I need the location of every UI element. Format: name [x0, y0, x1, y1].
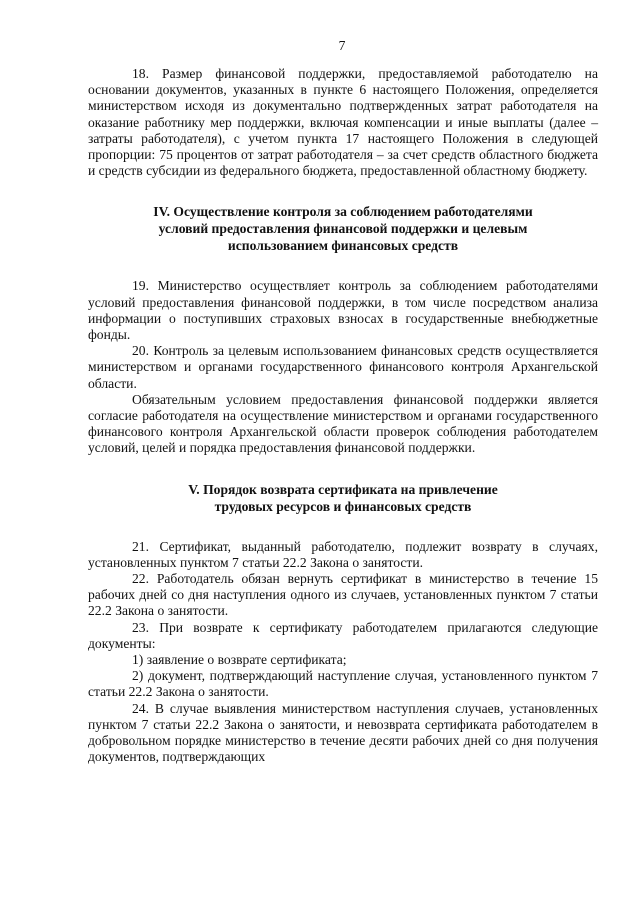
paragraph-21: 21. Сертификат, выданный работодателю, подлежит возврату в случаях, установленных пунктом 7 статьи 22.2 Закона о занятости. [88, 538, 598, 570]
document-page [88, 38, 598, 766]
paragraph-19: 19. Министерство осуществляет контроль за соблюдением работодателями условий предоставления финансовой поддержки, в том числе посредством анализа информации о поступивших страховых взносах в государственные внебюджетные фонды. [88, 278, 598, 343]
list-item-2: 2) документ, подтверждающий наступление случая, установленного пунктом 7 статьи 22.2 Закона о занятости. [88, 668, 598, 700]
page-number: 7 [338, 38, 346, 53]
paragraph-obligation: Обязательным условием предоставления финансовой поддержки является согласие работодателя на осуществление министерством и органами государственного финансового контроля Архангельской области проверок соблюдения работодателем условий, целей и порядка предоставления финансовой поддержки. [88, 391, 598, 456]
paragraph-18: 18. Размер финансовой поддержки, предоставляемой работодателю на основании документов, указанных в пункте 6 настоящего Положения, определяется министерством исходя из документально подтвержденных затрат работодателя на оказание работнику мер поддержки, включая компенсации и иные выплаты (далее – затраты работодателя), с учетом пункта 17 настоящего Положения в следующей пропорции: 75 процентов от затрат работодателя – за счет средств областного бюджета и средств субсидии из федерального бюджета, предоставленной областному бюджету. [88, 66, 598, 179]
heading-line: использованием финансовых средств [227, 238, 459, 254]
paragraph-22: 22. Работодатель обязан вернуть сертификат в министерство в течение 15 рабочих дней со дня наступления одного из случаев, установленных пунктом 7 статьи 22.2 Закона о занятости. [88, 571, 598, 619]
heading-line: условий предоставления финансовой поддержки и целевым [158, 221, 528, 237]
section-heading-v [88, 481, 598, 515]
paragraph-23: 23. При возврате к сертификату работодателем прилагаются следующие документы: [88, 619, 598, 651]
list-item-1: 1) заявление о возврате сертификата; [132, 652, 347, 668]
heading-line: V. Порядок возврата сертификата на привлечение [188, 481, 498, 497]
heading-line: трудовых ресурсов и финансовых средств [214, 498, 472, 514]
section-heading-iv [88, 203, 598, 254]
paragraph-24: 24. В случае выявления министерством наступления случаев, установленных пунктом 7 статьи 22.2 Закона о занятости, и невозврата сертификата работодателем в добровольном порядке министерство в течение десяти рабочих дней со дня получения документов, подтверждающих [88, 700, 598, 765]
paragraph-20: 20. Контроль за целевым использованием финансовых средств осуществляется министерством и органами государственного финансового контроля Архангельской области. [88, 343, 598, 391]
heading-line: IV. Осуществление контроля за соблюдением работодателями [153, 204, 533, 220]
